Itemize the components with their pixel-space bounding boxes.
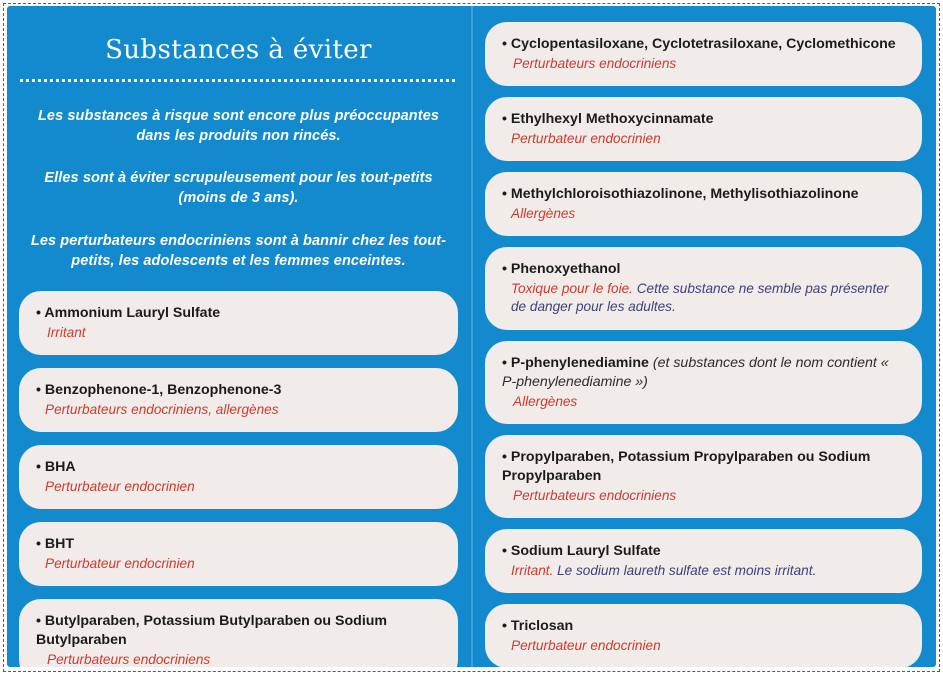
bullet-icon: •	[502, 542, 507, 559]
substance-note	[36, 478, 442, 496]
substance-card	[485, 247, 922, 329]
substance-card	[19, 599, 458, 667]
substance-name-line	[36, 458, 442, 477]
left-substance-list	[19, 291, 458, 667]
substance-name: BHT	[44, 535, 75, 552]
right-column	[472, 6, 936, 667]
substance-note-accent: Irritant.	[511, 562, 554, 578]
substance-note-accent: Perturbateur endocrinien	[511, 637, 661, 653]
substance-name-line	[502, 617, 906, 636]
substance-name: BHA	[44, 458, 76, 475]
substance-name: Ethylhexyl Methoxycinnamate	[510, 111, 714, 128]
bullet-icon: •	[502, 261, 507, 278]
substance-note-accent: Perturbateurs endocriniens, allergènes	[45, 401, 279, 417]
substance-note	[36, 401, 442, 419]
substance-card	[19, 445, 458, 509]
substance-note-accent: Allergènes	[511, 206, 576, 222]
substance-note	[502, 393, 906, 411]
substance-note-accent: Toxique pour le foie.	[511, 281, 633, 297]
bullet-icon: •	[502, 354, 507, 371]
substance-note	[502, 562, 906, 580]
substance-note-accent: Perturbateurs endocriniens	[513, 487, 677, 503]
substance-note-accent: Perturbateur endocrinien	[511, 131, 661, 147]
bullet-icon: •	[502, 36, 507, 52]
substance-card	[485, 435, 922, 518]
bullet-icon: •	[502, 111, 507, 128]
intro-block	[19, 106, 458, 271]
bullet-icon: •	[36, 381, 41, 398]
title-dotted-rule	[20, 79, 457, 82]
substance-name-line	[36, 304, 442, 323]
substance-note-accent: Perturbateurs endocriniens	[513, 56, 677, 72]
substance-name-line	[502, 448, 906, 486]
left-column	[7, 6, 472, 667]
substance-note	[502, 280, 906, 316]
substance-name: Methylchloroisothiazolinone, Methylisothiazolinone	[510, 186, 859, 203]
substance-name: Sodium Lauryl Sulfate	[510, 542, 661, 559]
bullet-icon: •	[502, 448, 507, 465]
substance-card	[19, 291, 458, 355]
substance-name: P-phenylenediamine	[510, 354, 649, 371]
substance-note	[502, 487, 906, 505]
substance-name: Propylparaben, Potassium Propylparaben ou Sodium Propylparaben	[502, 448, 871, 484]
intro-paragraph-3: Les perturbateurs endocriniens sont à bannir chez les tout-petits, les adolescents et les femmes enceintes.	[30, 232, 447, 269]
substance-note	[36, 555, 442, 573]
substance-name: Butylparaben, Potassium Butylparaben ou Sodium Butylparaben	[36, 613, 388, 649]
substance-name-line	[502, 185, 906, 204]
substance-name-line	[502, 110, 906, 129]
bullet-icon: •	[36, 535, 41, 552]
substance-note	[36, 324, 442, 342]
substance-card	[485, 172, 922, 236]
bullet-icon: •	[502, 617, 507, 634]
substance-card	[485, 341, 922, 424]
intro-paragraph-2: Elles sont à éviter scrupuleusement pour les tout-petits (moins de 3 ans).	[44, 169, 433, 206]
bullet-icon: •	[36, 304, 41, 321]
intro-paragraph-1: Les substances à risque sont encore plus préoccupantes dans les produits non rincés.	[37, 107, 440, 144]
substance-name: Cyclopentasiloxane, Cyclotetrasiloxane, Cyclomethicone	[510, 36, 896, 52]
substance-card	[485, 97, 922, 161]
substance-note	[502, 130, 906, 148]
substance-name: Benzophenone-1, Benzophenone-3	[44, 381, 282, 398]
substance-note-muted: Cette substance ne semble pas présenter de danger pour les adultes.	[511, 281, 889, 315]
substance-note-accent: Irritant	[47, 324, 86, 340]
substance-note-accent: Perturbateur endocrinien	[45, 478, 195, 494]
substance-note-accent: Perturbateur endocrinien	[45, 555, 195, 571]
right-substance-list	[485, 22, 922, 667]
substance-name-line	[502, 354, 906, 392]
substance-card	[485, 22, 922, 86]
bullet-icon: •	[36, 613, 41, 630]
substance-card	[19, 368, 458, 432]
substance-name-line	[36, 535, 442, 554]
substance-name-qualifier: (et substances dont le nom contient « P-phenylenediamine »)	[502, 354, 889, 390]
bullet-icon: •	[502, 186, 507, 203]
page-title: Substances à éviter	[105, 35, 372, 65]
substance-note-muted: Le sodium laureth sulfate est moins irritant.	[557, 562, 817, 578]
substance-note	[502, 205, 906, 223]
poster-blue-panel	[7, 6, 936, 667]
substance-note	[502, 637, 906, 655]
substance-name: Ammonium Lauryl Sulfate	[44, 304, 221, 321]
substance-name: Triclosan	[510, 617, 574, 634]
substance-note-accent: Perturbateurs endocriniens	[47, 652, 211, 667]
substance-name-line	[502, 542, 906, 561]
substance-name-line	[36, 612, 442, 650]
bullet-icon: •	[36, 458, 41, 475]
substance-note-accent: Allergènes	[513, 393, 578, 409]
substance-card	[485, 604, 922, 667]
substance-name: Phenoxyethanol	[510, 261, 621, 278]
substance-name-line	[502, 260, 906, 279]
substance-name-line	[36, 381, 442, 400]
substance-card	[485, 529, 922, 593]
substance-card	[19, 522, 458, 586]
substance-note	[36, 651, 442, 667]
substance-note	[502, 55, 906, 73]
substance-name-line	[502, 35, 906, 54]
